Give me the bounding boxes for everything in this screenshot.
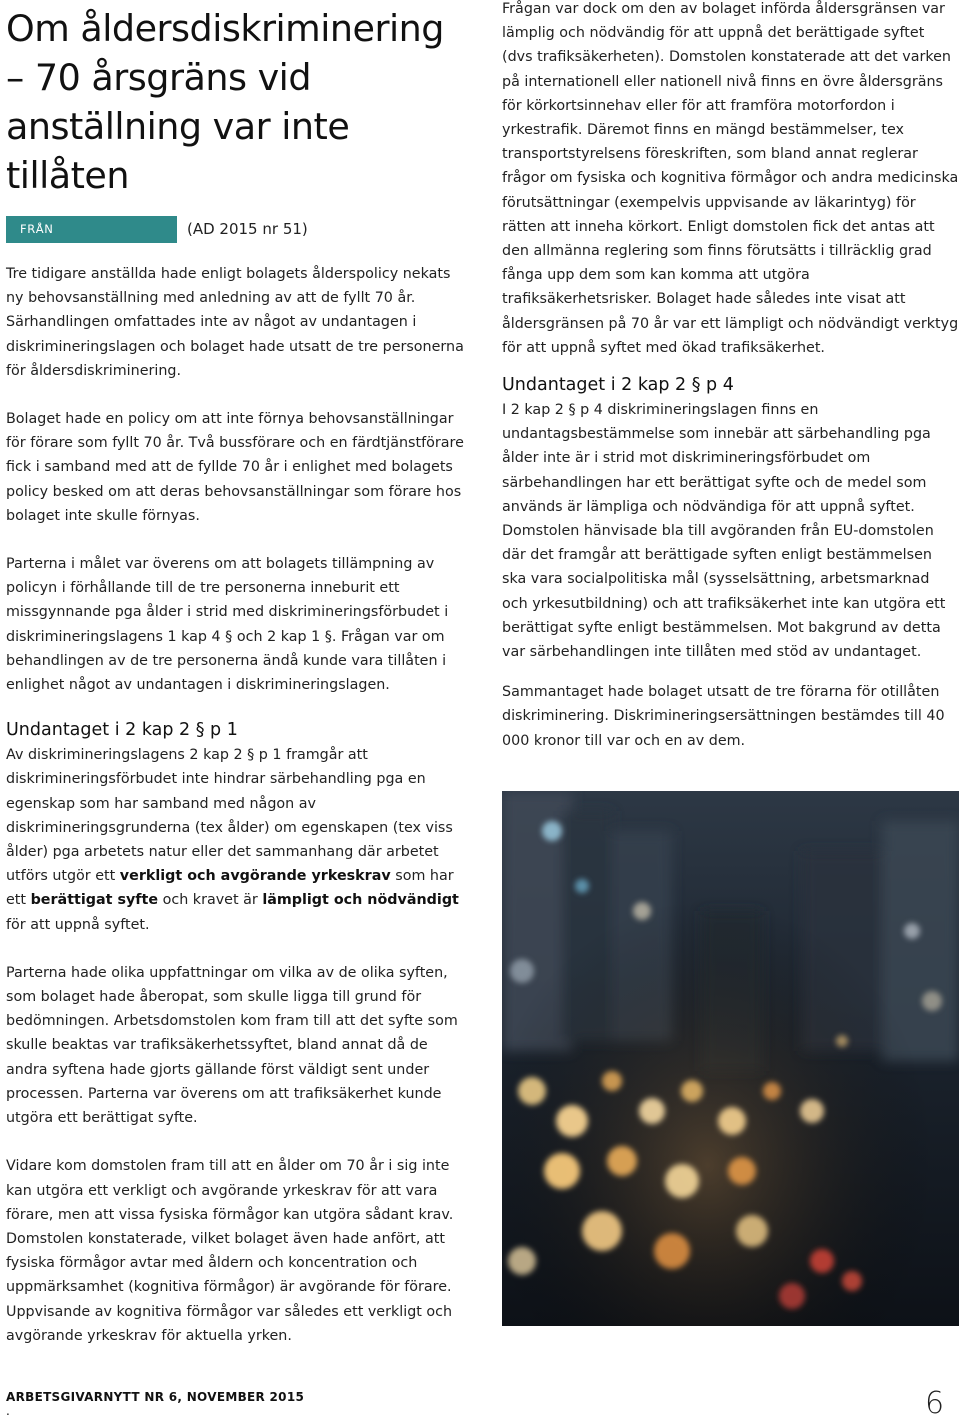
publication-footer: ARBETSGIVARNYTT NR 6, NOVEMBER 2015 (6, 1390, 305, 1404)
s1-text-a: Av diskrimineringslagens 2 kap 2 § p 1 framgår att diskrimineringsförbudet inte hindrar särbehandling pga en egenskap som har samband med någon av diskrimineringsgrunderna (tex ålder) om egenskapen (tex viss ålder) pga arbetets natur eller det sammanhang där arbetet utförs utgör ett (6, 747, 453, 885)
s1-bold-2: berättigat syfte (30, 892, 159, 909)
case-reference: (AD 2015 nr 51) (187, 220, 308, 238)
title-line-3: anställning var inte tillåten (6, 105, 350, 197)
meta-row (6, 214, 464, 263)
s1-text-c: som har ett (6, 868, 454, 909)
section-heading-2: Undantaget i 2 kap 2 § p 4 (502, 375, 734, 396)
paragraph-5: Frågan var dock om den av bolaget införda åldersgränsen var lämplig och nödvändig för att uppnå det berättigade syftet (dvs trafiksäkerheten). Domstolen konstaterade att det varken på internationell eller nationell nivå finns en övre åldersgräns för körkortsinnehav eller för att framföra motorfordon i yrkestrafik. Däremot finns en mängd bestämmelser, tex transportstyrelsens föreskriften, som bland annat reglerar frågor om fysiska och kognitiva förmågor och andra medicinska förutsättningar (exempelvis uppvisande av läkarintyg) för rätten att inneha körkort. Enligt domstolen fick det antas att den allmänna reglering som finns förutsätts i tillräcklig grad fånga upp dem som kan komma att utgöra trafiksäkerhetsrisker. Bolaget hade således inte visat att åldersgränsen på 70 år var ett lämpligt och nödvändigt verktyg för att uppnå syftet med ökad trafiksäkerhet. (502, 1, 959, 356)
right-column (502, 0, 959, 753)
s1-text-e: för att uppnå syftet. (6, 916, 150, 933)
paragraph-7: Sammantaget hade bolaget utsatt de tre förarna för otillåten diskriminering. Diskrimineringsersättningen bestämdes till 40 000 kronor till var och en av dem. (502, 684, 945, 749)
paragraph-3: Parterna hade olika uppfattningar om vilka av de olika syften, som bolaget hade åberopat, som skulle ligga till grund för bedömningen. Arbetsdomstolen kom fram till att det syfte som skulle beaktas var trafiksäkerhetssyftet, bland annat då de andra syftena hade gjorts gällande först väldigt sent under processen. Parterna var överens om att trafiksäkerhet kunde utgöra ett berättigat syfte. (6, 964, 458, 1127)
title-line-2: – 70 årsgräns vid (6, 56, 311, 99)
s1-text-d: och kravet är (158, 892, 263, 909)
page-number: 6 (925, 1386, 945, 1421)
city-traffic-photo (502, 791, 959, 1326)
s1-bold-1: verkligt och avgörande yrkeskrav (119, 868, 391, 885)
title-line-1: Om åldersdiskriminering (6, 7, 444, 50)
left-column (6, 0, 464, 1348)
article-title (6, 4, 464, 200)
source-badge: FRÅN ARBETSDOMSTOLEN (6, 216, 177, 243)
paragraph-4: Vidare kom domstolen fram till att en ålder om 70 år i sig inte kan utgöra ett verkligt och avgörande yrkeskrav för att vara förare, men att vissa fysiska förmågor kan utgöra sådant krav. Domstolen konstaterade, vilket bolaget även hade anfört, att fysiska förmågor avtar med åldern och koncentration och uppmärksamhet (kognitiva förmågor) är avgörande för förare. Uppvisande av kognitiva förmågor var således ett verkligt och avgörande yrkeskrav för aktuella yrken. (6, 1158, 454, 1344)
paragraph-1: Bolaget hade en policy om att inte förnya behovsanställningar för förare som fyllt 70 år. Två bussförare och en färdtjänstförare fick i samband med att de fyllde 70 år i enlighet med bolagets policy besked om att deras behovsanställningar som förare hos bolaget inte skulle förnyas. (6, 411, 464, 524)
section-1-paragraph (6, 743, 464, 937)
lead-paragraph: Tre tidigare anställda hade enligt bolagets ålderspolicy nekats ny behovsanställning med anledning av att de fyllt 70 år. Särhandlingen omfattades inte av något av undantagen i diskrimineringslagen och bolaget hade utsatt de tre personerna för åldersdiskriminering. (6, 266, 464, 379)
paragraph-2: Parterna i målet var överens om att bolagets tillämpning av policyn i förhållande till de tre personerna inneburit ett missgynnande pga ålder i strid med diskrimineringsförbudet i diskrimineringslagens 1 kap 4 § och 2 kap 1 §. Frågan var om behandlingen av de tre personerna ändå kunde vara tillåten i enlighet något av undantagen i diskrimineringslagen. (6, 556, 449, 694)
footer-dot: . (6, 1404, 10, 1418)
s1-bold-3: lämpligt och nödvändigt (262, 892, 459, 909)
section-heading-1: Undantaget i 2 kap 2 § p 1 (6, 720, 238, 741)
paragraph-6: I 2 kap 2 § p 4 diskrimineringslagen finns en undantagsbestämmelse som innebär att särbehandling pga ålder inte är i strid mot diskrimineringsförbudet om särbehandlingen har ett berättigat syfte och de medel som används är lämpliga och nödvändiga för att uppnå syftet. Domstolen hänvisade bla till avgöranden från EU-domstolen där det framgår att berättigade syften enligt bestämmelsen ska vara socialpolitiska mål (sysselsättning, arbetsmarknad och yrkesutbildning) och att trafiksäkerhet inte kan utgöra ett berättigat syfte enligt bestämmelsen. Mot bakgrund av detta var särbehandlingen inte tillåten med stöd av undantaget. (502, 402, 946, 661)
